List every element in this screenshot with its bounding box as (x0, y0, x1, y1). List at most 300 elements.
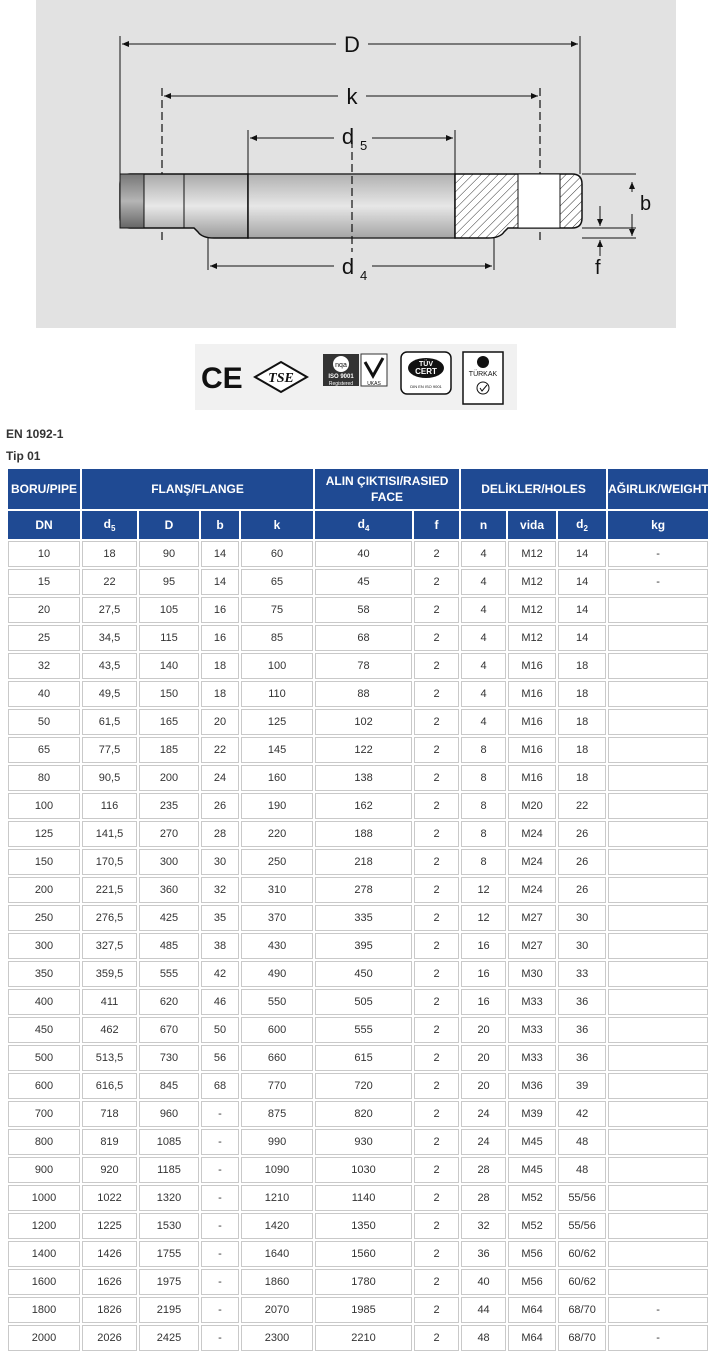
table-cell: 36 (558, 1017, 606, 1043)
table-row (8, 1185, 708, 1211)
table-cell: 327,5 (82, 933, 137, 959)
table-cell: 141,5 (82, 821, 137, 847)
table-row (8, 709, 708, 735)
table-cell: 40 (461, 1269, 506, 1295)
column-header (139, 511, 199, 539)
table-cell (608, 625, 708, 651)
table-cell: 250 (8, 905, 80, 931)
table-cell (608, 1269, 708, 1295)
table-cell: - (201, 1129, 239, 1155)
table-cell: 2 (414, 793, 459, 819)
table-cell: 920 (82, 1157, 137, 1183)
table-cell: 32 (8, 653, 80, 679)
tuv-cert-logo (401, 352, 451, 394)
table-cell: 660 (241, 1045, 313, 1071)
svg-text:TSE: TSE (268, 371, 294, 386)
table-cell: 18 (558, 653, 606, 679)
table-cell: 56 (201, 1045, 239, 1071)
table-cell: 18 (82, 541, 137, 567)
table-cell: 165 (139, 709, 199, 735)
table-cell: 1426 (82, 1241, 137, 1267)
table-cell: 4 (461, 625, 506, 651)
table-cell: 16 (201, 625, 239, 651)
table-cell: 14 (558, 569, 606, 595)
table-cell: 24 (461, 1129, 506, 1155)
column-header-label: d (357, 517, 365, 531)
table-cell: 1400 (8, 1241, 80, 1267)
table-cell: 2000 (8, 1325, 80, 1351)
table-cell: 8 (461, 849, 506, 875)
table-cell: 38 (201, 933, 239, 959)
dim-d4-label: d (341, 254, 355, 279)
table-cell (608, 793, 708, 819)
table-cell (608, 989, 708, 1015)
table-cell: 718 (82, 1101, 137, 1127)
table-cell: 221,5 (82, 877, 137, 903)
table-cell: 30 (201, 849, 239, 875)
table-cell: 80 (8, 765, 80, 791)
column-header-subscript: 4 (364, 524, 370, 533)
table-cell: 200 (139, 765, 199, 791)
table-cell: 90,5 (82, 765, 137, 791)
table-cell: 12 (461, 877, 506, 903)
table-cell: 218 (315, 849, 412, 875)
table-cell: 2 (414, 1129, 459, 1155)
table-cell: 2 (414, 877, 459, 903)
table-cell: 1985 (315, 1297, 412, 1323)
table-cell: 300 (8, 933, 80, 959)
table-row (8, 877, 708, 903)
table-cell (608, 1185, 708, 1211)
table-cell: 1530 (139, 1213, 199, 1239)
table-cell: 90 (139, 541, 199, 567)
table-cell: 450 (8, 1017, 80, 1043)
table-cell: M12 (508, 569, 556, 595)
table-cell: 43,5 (82, 653, 137, 679)
table-cell: 845 (139, 1073, 199, 1099)
table-cell: M27 (508, 933, 556, 959)
table-cell: 125 (8, 821, 80, 847)
table-cell: M52 (508, 1213, 556, 1239)
table-cell: 2 (414, 1297, 459, 1323)
table-cell: 600 (241, 1017, 313, 1043)
table-cell: - (201, 1297, 239, 1323)
svg-text:DIN EN ISO 9001: DIN EN ISO 9001 (410, 384, 442, 389)
table-cell: 150 (139, 681, 199, 707)
table-cell: - (201, 1185, 239, 1211)
table-cell: 145 (241, 737, 313, 763)
table-cell: 2026 (82, 1325, 137, 1351)
table-cell: - (201, 1101, 239, 1127)
table-cell: M24 (508, 849, 556, 875)
table-cell: 188 (315, 821, 412, 847)
table-row (8, 1269, 708, 1295)
dim-d4-subscript: 4 (360, 268, 368, 283)
table-cell: 411 (82, 989, 137, 1015)
table-cell: - (201, 1325, 239, 1351)
column-header (82, 511, 137, 539)
table-cell: 24 (461, 1101, 506, 1127)
table-cell: 2 (414, 597, 459, 623)
svg-text:nqa: nqa (335, 362, 347, 369)
table-cell: 220 (241, 821, 313, 847)
table-cell: 18 (201, 681, 239, 707)
table-body (8, 541, 708, 1351)
table-cell: M36 (508, 1073, 556, 1099)
column-header (558, 511, 606, 539)
table-cell: 1626 (82, 1269, 137, 1295)
table-cell: 670 (139, 1017, 199, 1043)
table-cell: 278 (315, 877, 412, 903)
table-cell (608, 737, 708, 763)
table-cell: 170,5 (82, 849, 137, 875)
table-cell: 16 (461, 989, 506, 1015)
table-cell: 26 (558, 849, 606, 875)
table-cell: 125 (241, 709, 313, 735)
table-cell (608, 905, 708, 931)
standard-label: EN 1092-1 (6, 427, 64, 441)
table-cell: 960 (139, 1101, 199, 1127)
table-cell: M24 (508, 821, 556, 847)
table-cell: 2 (414, 765, 459, 791)
table-cell: 462 (82, 1017, 137, 1043)
table-cell: 50 (201, 1017, 239, 1043)
table-cell: 39 (558, 1073, 606, 1099)
table-cell: 310 (241, 877, 313, 903)
table-cell: 60 (241, 541, 313, 567)
table-cell (608, 1101, 708, 1127)
table-cell: 60/62 (558, 1269, 606, 1295)
table-cell: 2 (414, 1101, 459, 1127)
table-cell: 2 (414, 1241, 459, 1267)
table-cell: 35 (201, 905, 239, 931)
table-cell: 46 (201, 989, 239, 1015)
table-cell: 27,5 (82, 597, 137, 623)
table-cell: 1225 (82, 1213, 137, 1239)
svg-text:TÜV: TÜV (419, 361, 433, 368)
table-cell: 235 (139, 793, 199, 819)
table-cell: - (201, 1269, 239, 1295)
table-cell: 32 (461, 1213, 506, 1239)
table-cell: 8 (461, 793, 506, 819)
header-weight: AĞIRLIK/WEIGHT (608, 469, 708, 509)
table-cell: 42 (558, 1101, 606, 1127)
column-header-label: DN (35, 518, 53, 532)
table-cell: 360 (139, 877, 199, 903)
table-row (8, 905, 708, 931)
table-cell: 550 (241, 989, 313, 1015)
column-header-label: d (103, 517, 111, 531)
column-header (414, 511, 459, 539)
table-cell: 1030 (315, 1157, 412, 1183)
table-cell: - (201, 1241, 239, 1267)
table-cell: M16 (508, 653, 556, 679)
table-cell: 555 (139, 961, 199, 987)
table-row (8, 1157, 708, 1183)
table-cell: 48 (558, 1157, 606, 1183)
table-cell: 2 (414, 1157, 459, 1183)
table-cell: - (201, 1213, 239, 1239)
table-cell: 276,5 (82, 905, 137, 931)
table-cell: 24 (201, 765, 239, 791)
table-cell: 555 (315, 1017, 412, 1043)
table-cell: 2 (414, 821, 459, 847)
table-cell: 300 (139, 849, 199, 875)
table-cell: 2 (414, 653, 459, 679)
table-cell: 1560 (315, 1241, 412, 1267)
table-cell: 185 (139, 737, 199, 763)
dim-k-label: k (346, 84, 358, 109)
table-cell (608, 821, 708, 847)
table-cell: 1000 (8, 1185, 80, 1211)
svg-text:Registered: Registered (328, 381, 354, 387)
table-cell: 65 (8, 737, 80, 763)
table-cell (608, 597, 708, 623)
table-cell: 4 (461, 541, 506, 567)
table-cell: M64 (508, 1297, 556, 1323)
table-cell: M27 (508, 905, 556, 931)
table-cell: - (608, 569, 708, 595)
table-cell: - (608, 1297, 708, 1323)
table-cell: 14 (558, 625, 606, 651)
svg-text:ISO 9001: ISO 9001 (328, 374, 354, 380)
table-row (8, 737, 708, 763)
table-cell: M52 (508, 1185, 556, 1211)
table-cell: 819 (82, 1129, 137, 1155)
table-cell: 33 (558, 961, 606, 987)
table-cell: 22 (201, 737, 239, 763)
table-cell: 730 (139, 1045, 199, 1071)
table-cell: 1210 (241, 1185, 313, 1211)
table-row (8, 1045, 708, 1071)
table-row (8, 961, 708, 987)
table-cell: 8 (461, 737, 506, 763)
table-cell: 190 (241, 793, 313, 819)
table-cell: 2 (414, 1269, 459, 1295)
table-cell: 100 (241, 653, 313, 679)
table-cell: 40 (8, 681, 80, 707)
table-cell: 615 (315, 1045, 412, 1071)
table-row (8, 541, 708, 567)
table-cell: 88 (315, 681, 412, 707)
table-cell: 49,5 (82, 681, 137, 707)
table-cell: - (201, 1157, 239, 1183)
table-cell: 400 (8, 989, 80, 1015)
table-cell (608, 1073, 708, 1099)
table-cell: M16 (508, 765, 556, 791)
table-cell: 115 (139, 625, 199, 651)
table-cell: 620 (139, 989, 199, 1015)
table-cell: 77,5 (82, 737, 137, 763)
table-cell: 370 (241, 905, 313, 931)
table-row (8, 793, 708, 819)
table-cell: 20 (461, 1045, 506, 1071)
table-cell: - (608, 541, 708, 567)
table-cell: 68/70 (558, 1297, 606, 1323)
table-cell: M45 (508, 1157, 556, 1183)
column-header-subscript: 5 (110, 524, 116, 533)
table-cell: 105 (139, 597, 199, 623)
table-cell: M16 (508, 709, 556, 735)
table-row (8, 849, 708, 875)
table-cell: 1200 (8, 1213, 80, 1239)
table-cell: 60/62 (558, 1241, 606, 1267)
table-cell: 1420 (241, 1213, 313, 1239)
table-cell: 36 (558, 1045, 606, 1071)
table-cell: M33 (508, 989, 556, 1015)
table-cell: 1140 (315, 1185, 412, 1211)
table-cell (608, 1241, 708, 1267)
table-cell: 359,5 (82, 961, 137, 987)
table-cell (608, 933, 708, 959)
table-cell: 250 (241, 849, 313, 875)
table-cell: 2 (414, 709, 459, 735)
table-cell: 140 (139, 653, 199, 679)
table-cell: 95 (139, 569, 199, 595)
table-cell: 18 (201, 653, 239, 679)
table-cell: 2 (414, 1185, 459, 1211)
table-cell: 1975 (139, 1269, 199, 1295)
column-header-row (8, 511, 708, 539)
table-cell: M64 (508, 1325, 556, 1351)
table-cell: 18 (558, 681, 606, 707)
table-cell: 1090 (241, 1157, 313, 1183)
table-cell: 2 (414, 989, 459, 1015)
table-cell: M12 (508, 541, 556, 567)
table-cell: 20 (8, 597, 80, 623)
table-cell: 4 (461, 681, 506, 707)
column-header (608, 511, 708, 539)
table-cell: 14 (558, 597, 606, 623)
table-cell: 58 (315, 597, 412, 623)
table-row (8, 1297, 708, 1323)
table-cell: 1022 (82, 1185, 137, 1211)
table-cell: 150 (8, 849, 80, 875)
table-cell: 40 (315, 541, 412, 567)
table-cell: 48 (461, 1325, 506, 1351)
dim-d5-label: d (341, 124, 355, 149)
table-cell: 42 (201, 961, 239, 987)
column-header-label: f (434, 518, 439, 532)
table-cell: M33 (508, 1017, 556, 1043)
table-cell: 1755 (139, 1241, 199, 1267)
table-cell: 14 (201, 541, 239, 567)
table-cell: 48 (558, 1129, 606, 1155)
table-cell: 875 (241, 1101, 313, 1127)
table-cell: 930 (315, 1129, 412, 1155)
table-cell: 1600 (8, 1269, 80, 1295)
table-cell: 770 (241, 1073, 313, 1099)
table-cell: 4 (461, 653, 506, 679)
table-cell: 10 (8, 541, 80, 567)
svg-text:CERT: CERT (415, 367, 437, 376)
table-cell (608, 1017, 708, 1043)
table-cell: 4 (461, 709, 506, 735)
table-cell: 485 (139, 933, 199, 959)
table-cell: 600 (8, 1073, 80, 1099)
table-cell: 44 (461, 1297, 506, 1323)
table-cell: 270 (139, 821, 199, 847)
table-cell: 2 (414, 1045, 459, 1071)
flange-diagram (36, 0, 676, 328)
table-cell: 2 (414, 625, 459, 651)
table-cell: 1780 (315, 1269, 412, 1295)
table-cell: 100 (8, 793, 80, 819)
table-cell: 1185 (139, 1157, 199, 1183)
table-row (8, 989, 708, 1015)
table-cell: 2 (414, 541, 459, 567)
ce-mark: CE (201, 362, 243, 395)
table-cell: 450 (315, 961, 412, 987)
header-raised-face: ALIN ÇIKTISI/RASIED FACE (315, 469, 459, 509)
table-cell: M30 (508, 961, 556, 987)
table-cell: 34,5 (82, 625, 137, 651)
table-cell: 4 (461, 597, 506, 623)
certification-logo-strip (195, 344, 517, 410)
table-cell: 20 (461, 1017, 506, 1043)
table-cell: M20 (508, 793, 556, 819)
table-cell: 55/56 (558, 1185, 606, 1211)
table-cell: 68 (315, 625, 412, 651)
table-cell: 1860 (241, 1269, 313, 1295)
table-cell: 116 (82, 793, 137, 819)
nqa-iso-9001-logo (323, 354, 387, 387)
table-cell: 18 (558, 709, 606, 735)
table-cell: 900 (8, 1157, 80, 1183)
header-pipe: BORU/PIPE (8, 469, 80, 509)
table-cell: 85 (241, 625, 313, 651)
dim-b-label: b (640, 193, 652, 215)
table-cell: M56 (508, 1241, 556, 1267)
table-cell (608, 1213, 708, 1239)
table-cell: 1640 (241, 1241, 313, 1267)
table-cell: 75 (241, 597, 313, 623)
table-cell (608, 1157, 708, 1183)
table-cell: 26 (558, 877, 606, 903)
table-cell: 30 (558, 905, 606, 931)
table-cell: 505 (315, 989, 412, 1015)
column-header-label: d (576, 517, 584, 531)
column-header-label: n (479, 518, 488, 532)
table-cell: 50 (8, 709, 80, 735)
table-row (8, 765, 708, 791)
table-cell: 1320 (139, 1185, 199, 1211)
table-cell: 2425 (139, 1325, 199, 1351)
column-header-label: vida (520, 518, 545, 532)
table-cell: 1800 (8, 1297, 80, 1323)
table-cell: M16 (508, 681, 556, 707)
table-cell: 22 (558, 793, 606, 819)
table-cell (608, 1045, 708, 1071)
table-cell: 28 (201, 821, 239, 847)
table-cell: 335 (315, 905, 412, 931)
table-row (8, 933, 708, 959)
flange-spec-table (6, 467, 710, 1353)
table-cell (608, 961, 708, 987)
table-row (8, 1129, 708, 1155)
table-cell: 110 (241, 681, 313, 707)
table-row (8, 625, 708, 651)
column-header (508, 511, 556, 539)
table-row (8, 1017, 708, 1043)
turkak-logo (463, 352, 503, 404)
table-cell (608, 681, 708, 707)
table-cell: 2 (414, 737, 459, 763)
table-cell: 18 (558, 737, 606, 763)
table-row (8, 597, 708, 623)
table-cell: 2 (414, 1325, 459, 1351)
table-cell: 32 (201, 877, 239, 903)
